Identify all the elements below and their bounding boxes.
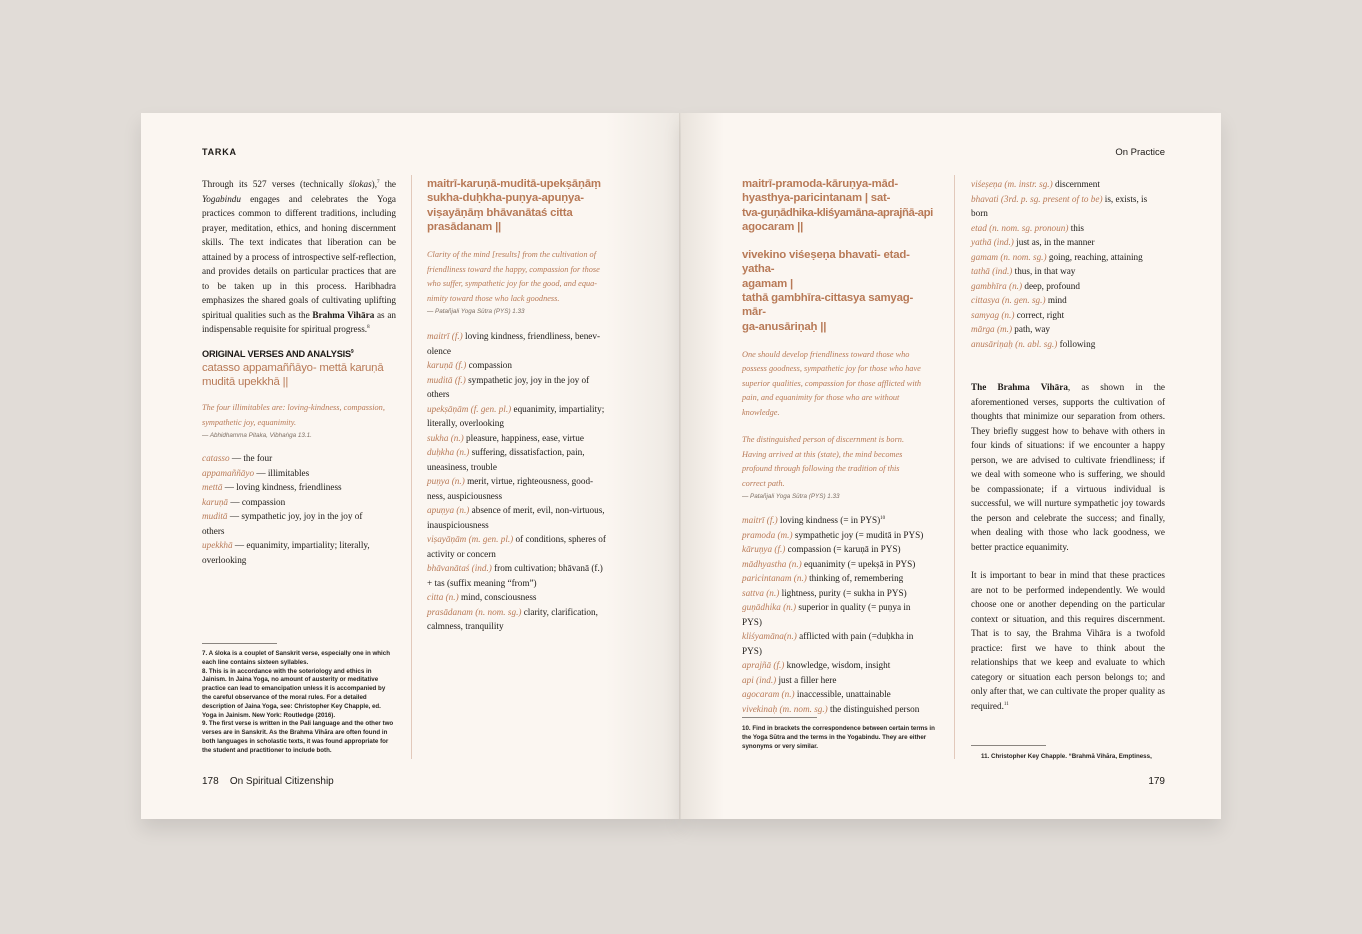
- gloss-def: just a filler here: [776, 674, 837, 685]
- gloss-def: others: [427, 389, 450, 400]
- footnote-8: 8. This is in accordance with the soteriology and ethics in Jainism. In Jaina Yoga, no amount of austerity or meditative practice can lead to emancipation unless it is accompanied by the careful observance of the moral rules. For a detailed description of Jaina Yoga, see: Christopher Key Chapple, ed. Yoga in Jainism. New York: Routledge (2016).: [202, 667, 386, 719]
- gloss-def: activity or concern: [427, 548, 496, 559]
- gloss-def: knowledge, wisdom, insight: [784, 660, 891, 671]
- glossary-entry: [427, 605, 623, 620]
- gloss-term: gambhīra (n.): [971, 280, 1023, 291]
- translation-pys: [427, 248, 623, 306]
- gloss-def: following: [1057, 338, 1096, 349]
- gloss-term: apuṇya (n.): [427, 505, 470, 516]
- glossary-entry: [971, 337, 1165, 352]
- gloss-term: viśeṣeṇa (m. instr. sg.): [971, 179, 1053, 189]
- verse-line: hyasthya-paricintanam | sat-: [742, 192, 891, 205]
- glossary-entry: [971, 264, 1165, 279]
- gloss-def: literally, overlooking: [427, 418, 504, 429]
- glossary-entry: [202, 538, 396, 553]
- glossary-entry: [427, 344, 623, 359]
- translation-line: profound through following the tradition of this: [742, 464, 900, 474]
- book-title: On Spiritual Citizenship: [229, 776, 334, 787]
- gloss-term: yathā (ind.): [971, 237, 1014, 247]
- gloss-def: thus, in that way: [1012, 266, 1076, 276]
- section-heading-text: ORIGINAL VERSES AND ANALYSIS: [202, 348, 351, 359]
- glossary-entry: [971, 322, 1165, 337]
- glossary-entry: [427, 532, 623, 547]
- brahma-vihara-paragraph: [971, 380, 1165, 554]
- gloss-def: superior in quality (= puṇya in: [796, 602, 911, 613]
- gloss-def: others: [202, 525, 225, 536]
- glossary-entry: [202, 480, 396, 495]
- glossary-entry: [202, 553, 396, 568]
- gloss-term: paricintanam (n.): [742, 573, 807, 584]
- gloss-term: bhavati (3rd. p. sg. present of to be): [971, 193, 1103, 204]
- gloss-def: this: [1068, 222, 1084, 233]
- gloss-term: mārga (m.): [971, 324, 1012, 334]
- glossary-entry: [742, 673, 936, 688]
- footnote-ref-10: 10: [880, 516, 886, 522]
- gloss-def: is, exists, is: [1102, 193, 1148, 204]
- footnote-separator: [971, 745, 1046, 746]
- translation-line: who suffer, sympathetic joy for the good, and equa-: [427, 279, 598, 289]
- gloss-term: appamaññāyo: [202, 467, 255, 478]
- glossary-entry: [427, 416, 623, 431]
- glossary-yogabindu-2: [971, 177, 1165, 351]
- gloss-term: kliśyamāna(n.): [742, 631, 797, 642]
- gloss-def: inaccessible, unattainable: [794, 689, 891, 700]
- glossary-entry: [742, 687, 936, 702]
- footnotes-left: [202, 650, 396, 756]
- translation-yogabindu-2: [742, 433, 936, 491]
- gloss-def: of conditions, spheres of: [513, 534, 606, 545]
- glossary-entry: [742, 615, 936, 630]
- right-column-2: [971, 177, 1165, 713]
- translation-line: Having arrived at this (state), the mind becomes: [742, 449, 903, 459]
- glossary-pali: [202, 451, 396, 567]
- glossary-entry: [742, 600, 936, 615]
- glossary-entry: [971, 235, 1165, 250]
- gloss-term: samyag (n.): [971, 309, 1015, 320]
- gloss-term: viṣayāṇām (m. gen. pl.): [427, 534, 514, 545]
- glossary-entry: [971, 177, 1165, 192]
- para-brahma-vihara: The Brahma Vihāra: [971, 382, 1068, 392]
- gloss-def: calmness, tranquility: [427, 621, 504, 632]
- gloss-def: born: [971, 208, 988, 218]
- gloss-def: absence of merit, evil, non-virtuous,: [469, 505, 605, 516]
- gloss-def: equanimity, impartiality;: [511, 403, 605, 414]
- glossary-entry: [427, 576, 623, 591]
- gloss-def: mind: [1045, 295, 1067, 305]
- right-page: [681, 113, 1221, 819]
- gloss-term: api (ind.): [742, 674, 777, 685]
- gloss-def: PYS): [742, 616, 762, 627]
- gloss-def: — compassion: [228, 496, 286, 507]
- glossary-entry: [202, 466, 396, 481]
- translation-line: sympathetic joy, equanimity.: [202, 417, 297, 427]
- gloss-term: cittasya (n. gen. sg.): [971, 295, 1046, 305]
- right-column-1: [742, 177, 936, 716]
- gloss-term: maitrī (f.): [427, 331, 463, 342]
- glossary-entry: [742, 644, 936, 659]
- gloss-term: etad (n. nom. sg. pronoun): [971, 222, 1069, 233]
- gloss-def: — equanimity, impartiality; literally,: [232, 540, 370, 551]
- gloss-def: mind, consciousness: [458, 592, 537, 603]
- verse-line: ga-anusāriṇaḥ ||: [742, 320, 827, 333]
- intro-text-e: as an indispensable requisite for spiritual progress.: [202, 309, 396, 334]
- glossary-entry: [202, 495, 396, 510]
- verse-line: agocaram ||: [742, 220, 804, 233]
- gloss-term: anusāriṇaḥ (n. abl. sg.): [971, 338, 1058, 349]
- translation-line: The four illimitables are: loving-kindness, compassion,: [202, 403, 385, 413]
- translation-line: One should develop friendliness toward those who: [742, 349, 910, 359]
- verse-source: — Patañjali Yoga Sūtra (PYS) 1.33: [427, 308, 525, 316]
- glossary-entry: [427, 373, 623, 388]
- gloss-def: — loving kindness, friendliness: [222, 482, 342, 493]
- column-rule: [411, 175, 412, 759]
- glossary-entry: [427, 518, 623, 533]
- footnotes-right-2: [981, 753, 1175, 762]
- running-head-right: On Practice: [1115, 147, 1165, 158]
- gloss-def: equanimity (= upekṣā in PYS): [801, 558, 916, 569]
- verse-line: agamam |: [742, 277, 793, 290]
- para-text: It is important to bear in mind that these practices are not to be performed independently. We would choose one or another depending on the particular context or situation, and this requires discernment. That is to say, the Brahma Vihāra is a twofold practice: first we have to think about the relationships that we keep and evaluate to which category or situation each person belongs to; and only after that, we can cultivate the proper quality as required.: [971, 570, 1165, 711]
- gloss-term: karuṇā (f.): [427, 360, 467, 371]
- gloss-term: pramoda (m.): [742, 529, 793, 540]
- gloss-def: loving kindness, friendliness, benev-: [462, 331, 601, 342]
- gloss-def: compassion (= karuṇā in PYS): [785, 544, 901, 555]
- verse-pali: [202, 361, 396, 390]
- gloss-term: citta (n.): [427, 592, 459, 603]
- translation-line: nimity toward those who lack goodness.: [427, 293, 560, 303]
- folio-178: 178: [202, 776, 219, 787]
- gloss-term: tathā (ind.): [971, 266, 1013, 276]
- glossary-entry: [427, 402, 623, 417]
- glossary-entry: [742, 557, 936, 572]
- glossary-yogabindu-1: [742, 513, 936, 716]
- glossary-entry: [971, 221, 1165, 236]
- translation-line: knowledge.: [742, 407, 780, 417]
- gloss-def: sympathetic joy, joy in the joy of: [465, 374, 590, 385]
- intro-text-d: engages and celebrates the Yoga practices common to different traditions, including prayer, meditation, ethics, and honing discernment skills. The text indicates that liberation can be attained by a process of introspective self-reflection, and provides details on particular practices that are to be taken up in this process. Haribhadra emphasizes the shared goals of cultivating uplifting spiritual qualities such as the: [202, 193, 396, 320]
- gloss-def: suffering, dissatisfaction, pain,: [469, 447, 585, 458]
- glossary-entry: [427, 474, 623, 489]
- glossary-entry: [427, 445, 623, 460]
- glossary-entry: [202, 509, 396, 524]
- gloss-term: mādhyastha (n.): [742, 558, 802, 569]
- verse-source: — Abhidhamma Pitaka, Vibhaṅga 13.1.: [202, 432, 312, 440]
- gloss-def: PYS): [742, 645, 762, 656]
- section-heading: [202, 349, 396, 359]
- gloss-def: — the four: [229, 453, 273, 464]
- running-head-left: TARKA: [202, 147, 237, 157]
- gloss-def: uneasiness, trouble: [427, 461, 497, 472]
- translation-line: pain, and equanimity for those who are without: [742, 393, 900, 403]
- gloss-def: from cultivation; bhāvanā (f.): [491, 563, 603, 574]
- intro-text-b: ),: [371, 179, 378, 189]
- practice-paragraph: [971, 568, 1165, 713]
- gloss-def: thinking of, remembering: [806, 573, 904, 584]
- gloss-def: compassion: [466, 360, 512, 371]
- glossary-entry: [971, 308, 1165, 323]
- glossary-entry: [971, 206, 1165, 221]
- intro-yogabindu: Yogabindu: [202, 193, 241, 204]
- translation-line: Clarity of the mind [results] from the cultivation of: [427, 250, 597, 260]
- intro-text-a: Through its 527 verses (technically: [202, 179, 349, 189]
- glossary-entry: [427, 503, 623, 518]
- gloss-def: olence: [427, 345, 451, 356]
- glossary-entry: [742, 658, 936, 673]
- gloss-term: sattva (n.): [742, 587, 780, 598]
- footnote-10: 10. Find in brackets the correspondence between certain terms in the Yoga Sūtra and the terms in the Yogabindu. They are either synonyms or very similar.: [742, 725, 935, 750]
- verse-sanskrit-yogabindu-2: [742, 248, 936, 334]
- glossary-entry: [971, 279, 1165, 294]
- footnote-ref-8: 8: [367, 324, 370, 330]
- page-number-left: [202, 776, 334, 787]
- verse-line: maitrī-pramoda-kāruṇya-mād-: [742, 178, 899, 190]
- gloss-term: karuṇā: [202, 496, 229, 507]
- glossary-entry: [427, 387, 623, 402]
- column-rule: [954, 175, 955, 759]
- glossary-entry: [971, 293, 1165, 308]
- glossary-entry: [742, 571, 936, 586]
- glossary-entry: [427, 619, 623, 634]
- footnote-11: 11. Christopher Key Chapple. “Brahmā Vihāra, Emptiness,: [981, 753, 1152, 760]
- glossary-entry: [742, 528, 936, 543]
- footnote-ref-9: 9: [350, 348, 354, 355]
- translation-line: superior qualities, compassion for those afflicted with: [742, 378, 922, 388]
- footnotes-right-1: [742, 725, 936, 751]
- gloss-def: + tas (suffix meaning “from”): [427, 577, 537, 588]
- gloss-term: bhāvanātaś (ind.): [427, 563, 492, 574]
- footnote-9: 9. The first verse is written in the Pali language and the other two verses are in Sanskrit. As the Brahma Vihāra are often found in both languages in scholastic texts, it was found appropriate for the student and practitioner to include both.: [202, 720, 394, 754]
- glossary-entry: [427, 431, 623, 446]
- intro-sloka: ślokas: [348, 179, 372, 189]
- glossary-entry: [971, 250, 1165, 265]
- gloss-term: duḥkha (n.): [427, 447, 470, 458]
- verse-line: sukha-duḥkha-puṇya-apuṇya-: [427, 192, 584, 205]
- gloss-term: muditā: [202, 511, 228, 522]
- glossary-entry: [427, 489, 623, 504]
- gloss-def: path, way: [1012, 324, 1051, 334]
- gloss-def: overlooking: [202, 554, 247, 565]
- verse-sanskrit-yogabindu-1: [742, 177, 936, 234]
- gloss-term: kāruṇya (f.): [742, 544, 786, 555]
- glossary-entry: [742, 629, 936, 644]
- gloss-def: deep, profound: [1022, 280, 1080, 291]
- translation-line: The distinguished person of discernment is born.: [742, 435, 905, 445]
- gloss-term: mettā: [202, 482, 223, 493]
- verse-line: vivekino viśeṣeṇa bhavati- etad-yatha-: [742, 249, 910, 276]
- intro-paragraph: [202, 177, 396, 337]
- left-column-1: [202, 177, 396, 567]
- gloss-term: sukha (n.): [427, 432, 464, 443]
- gloss-term: muditā (f.): [427, 374, 466, 385]
- gloss-def: clarity, clarification,: [521, 606, 598, 617]
- gloss-def: discernment: [1052, 179, 1100, 189]
- gloss-def: just as, in the manner: [1013, 237, 1095, 247]
- translation-pali: [202, 401, 396, 430]
- gloss-def: going, reaching, attaining: [1046, 251, 1143, 262]
- verse-line: tathā gambhīra-cittasya samyag-mār-: [742, 292, 914, 319]
- footnote-ref-11: 11: [1003, 701, 1009, 707]
- glossary-entry: [202, 451, 396, 466]
- glossary-entry: [742, 542, 936, 557]
- gloss-term: aprajñā (f.): [742, 660, 785, 671]
- glossary-entry: [427, 590, 623, 605]
- left-column-2: [427, 177, 623, 634]
- glossary-entry: [427, 329, 623, 344]
- gloss-def: pleasure, happiness, ease, virtue: [463, 432, 584, 443]
- verse-source: — Patañjali Yoga Sūtra (PYS) 1.33: [742, 493, 840, 501]
- gloss-term: vivekinaḥ (m. nom. sg.): [742, 703, 828, 714]
- gloss-def: loving kindness (= in PYS): [777, 515, 881, 526]
- glossary-entry: [427, 561, 623, 576]
- footnote-separator: [202, 643, 277, 644]
- footnote-7: 7. A śloka is a couplet of Sanskrit verse, especially one in which each line contains sixteen syllables.: [202, 650, 390, 666]
- verse-line: prasādanam ||: [427, 220, 502, 233]
- para-text: , as shown in the aforementioned verses, supports the cultivation of thoughts that minimize our separation from others. They briefly suggest how to behave with others in four kinds of situations: if we encounter a happy person, we are advised to cultivate friendliness; if we deal with someone who is suffering, we should be compassionate; if a virtuous individual is successful, we will nurture sympathetic joy towards the person and celebrate the success; and finally, when dealing with those who lack goodness, we better practice equanimity.: [971, 382, 1166, 552]
- gloss-term: upekṣāṇām (f. gen. pl.): [427, 403, 512, 414]
- glossary-entry: [971, 192, 1165, 207]
- glossary-entry: [427, 460, 623, 475]
- gloss-def: sympathetic joy (= muditā in PYS): [792, 529, 924, 540]
- intro-brahma-vihara: Brahma Vihāra: [312, 309, 375, 320]
- gloss-term: prasādanam (n. nom. sg.): [427, 606, 522, 617]
- gloss-def: afflicted with pain (=duḥkha in: [796, 631, 914, 642]
- translation-line: friendliness toward the happy, compassion for those: [427, 264, 600, 274]
- verse-line: viṣayāṇāṃ bhāvanātaś citta: [427, 206, 573, 219]
- translation-line: correct path.: [742, 478, 785, 488]
- gloss-def: inauspiciousness: [427, 519, 489, 530]
- glossary-entry: [742, 586, 936, 601]
- footnote-separator: [742, 717, 817, 718]
- glossary-entry: [202, 524, 396, 539]
- translation-yogabindu-1: [742, 348, 936, 421]
- gloss-def: the distinguished person: [827, 703, 920, 714]
- glossary-entry: [742, 702, 936, 717]
- gloss-def: — sympathetic joy, joy in the joy of: [227, 511, 363, 522]
- gloss-term: catasso: [202, 453, 230, 464]
- verse-line: catasso appamaññāyo- mettā karuṇā: [202, 361, 384, 374]
- translation-line: possess goodness, sympathetic joy for those who have: [742, 364, 921, 374]
- verse-line: maitrī-karuṇā-muditā-upekṣāṇāṃ: [427, 178, 601, 190]
- verse-line: muditā upekkhā ||: [202, 375, 289, 388]
- intro-text-c: the: [379, 179, 396, 189]
- glossary-entry: [427, 547, 623, 562]
- gloss-term: guṇādhika (n.): [742, 602, 797, 613]
- glossary-pys: [427, 329, 623, 634]
- verse-line: tva-guṇādhika-kliśyamāna-aprajñā-api: [742, 206, 933, 219]
- glossary-entry: [427, 358, 623, 373]
- glossary-entry: [742, 513, 936, 528]
- gloss-term: upekkhā: [202, 540, 233, 551]
- gloss-term: agocaram (n.): [742, 689, 795, 700]
- gloss-term: gamam (n. nom. sg.): [971, 251, 1047, 262]
- gloss-def: correct, right: [1014, 309, 1065, 320]
- footnote-ref-7: 7: [377, 179, 380, 185]
- gloss-def: — illimitables: [254, 467, 310, 478]
- gloss-def: merit, virtue, righteousness, good-: [464, 476, 594, 487]
- gloss-term: puṇya (n.): [427, 476, 465, 487]
- left-page: [141, 113, 681, 819]
- gloss-def: lightness, purity (= sukha in PYS): [779, 587, 907, 598]
- gloss-term: maitrī (f.): [742, 515, 778, 526]
- verse-sanskrit-pys: [427, 177, 623, 234]
- gloss-def: ness, auspiciousness: [427, 490, 503, 501]
- page-number-right: 179: [1148, 776, 1165, 787]
